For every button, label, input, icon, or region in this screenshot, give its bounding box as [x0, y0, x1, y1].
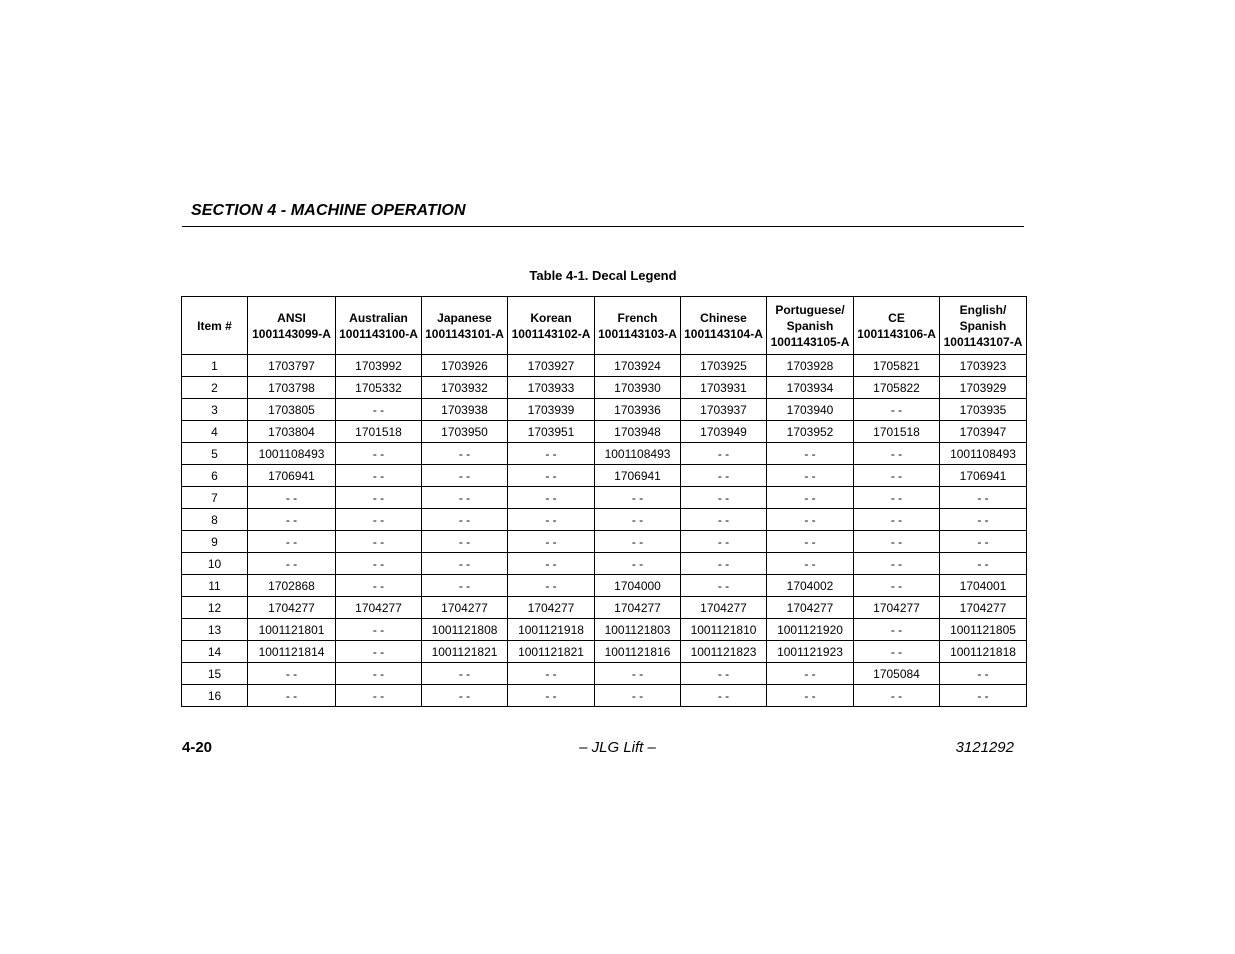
decal-part-cell: - -: [422, 509, 508, 531]
decal-part-cell: - -: [595, 487, 681, 509]
item-number-cell: 8: [182, 509, 248, 531]
table-row: [182, 465, 1027, 487]
decal-part-cell: - -: [681, 575, 767, 597]
decal-part-cell: - -: [336, 553, 422, 575]
decal-part-cell: 1703947: [940, 421, 1027, 443]
decal-part-cell: 1704277: [508, 597, 595, 619]
column-header-line: ANSI: [277, 310, 306, 325]
decal-part-cell: - -: [248, 685, 336, 707]
column-header-line: Item #: [197, 318, 232, 333]
decal-part-cell: - -: [681, 685, 767, 707]
decal-part-cell: - -: [854, 487, 940, 509]
decal-part-cell: - -: [336, 509, 422, 531]
decal-part-cell: 1704000: [595, 575, 681, 597]
decal-part-cell: - -: [767, 465, 854, 487]
decal-part-cell: - -: [681, 531, 767, 553]
decal-part-cell: - -: [854, 399, 940, 421]
decal-part-cell: - -: [595, 509, 681, 531]
decal-part-cell: 1001108493: [248, 443, 336, 465]
decal-part-cell: - -: [940, 531, 1027, 553]
document-number: 3121292: [955, 739, 1014, 756]
decal-part-cell: - -: [681, 443, 767, 465]
column-header-line: 1001143106-A: [857, 326, 936, 341]
item-number-cell: 5: [182, 443, 248, 465]
decal-part-cell: - -: [595, 663, 681, 685]
decal-part-cell: - -: [681, 509, 767, 531]
decal-part-cell: - -: [940, 663, 1027, 685]
item-number-cell: 16: [182, 685, 248, 707]
column-header-line: Japanese: [437, 310, 492, 325]
item-number-cell: 2: [182, 377, 248, 399]
item-number-cell: 13: [182, 619, 248, 641]
decal-part-cell: - -: [854, 641, 940, 663]
table-row: [182, 619, 1027, 641]
table-row: [182, 597, 1027, 619]
decal-part-cell: 1703927: [508, 355, 595, 377]
column-header-line: Australian: [349, 310, 408, 325]
column-header-line: 1001143100-A: [339, 326, 418, 341]
decal-part-cell: - -: [336, 531, 422, 553]
decal-part-cell: 1703939: [508, 399, 595, 421]
decal-part-cell: - -: [336, 399, 422, 421]
column-header: [248, 297, 336, 355]
decal-part-cell: 1001121801: [248, 619, 336, 641]
decal-part-cell: 1703949: [681, 421, 767, 443]
section-title: SECTION 4 - MACHINE OPERATION: [191, 202, 466, 219]
table-row: [182, 663, 1027, 685]
decal-part-cell: - -: [854, 575, 940, 597]
decal-part-cell: - -: [336, 663, 422, 685]
item-number-cell: 4: [182, 421, 248, 443]
decal-part-cell: - -: [854, 509, 940, 531]
table-row: [182, 377, 1027, 399]
column-header: [336, 297, 422, 355]
decal-part-cell: 1703938: [422, 399, 508, 421]
decal-part-cell: - -: [422, 487, 508, 509]
decal-part-cell: 1001108493: [940, 443, 1027, 465]
decal-part-cell: 1704277: [940, 597, 1027, 619]
decal-part-cell: - -: [854, 553, 940, 575]
decal-part-cell: - -: [767, 443, 854, 465]
decal-part-cell: - -: [681, 663, 767, 685]
decal-part-cell: - -: [336, 641, 422, 663]
decal-part-cell: - -: [508, 509, 595, 531]
decal-part-cell: - -: [508, 487, 595, 509]
table-row: [182, 421, 1027, 443]
item-number-cell: 12: [182, 597, 248, 619]
column-header-line: Spanish: [786, 318, 834, 333]
decal-part-cell: - -: [248, 531, 336, 553]
decal-part-cell: 1703924: [595, 355, 681, 377]
decal-part-cell: 1704277: [681, 597, 767, 619]
column-header-line: French: [617, 310, 658, 325]
table-row: [182, 443, 1027, 465]
item-number-cell: 14: [182, 641, 248, 663]
decal-part-cell: 1704277: [336, 597, 422, 619]
decal-part-cell: 1001121814: [248, 641, 336, 663]
decal-part-cell: - -: [508, 575, 595, 597]
decal-part-cell: 1705822: [854, 377, 940, 399]
column-header: [854, 297, 940, 355]
column-header-line: 1001143099-A: [252, 326, 331, 341]
decal-part-cell: 1704002: [767, 575, 854, 597]
column-header: [595, 297, 681, 355]
table-row: [182, 355, 1027, 377]
decal-part-cell: 1703937: [681, 399, 767, 421]
decal-part-cell: 1703934: [767, 377, 854, 399]
table-row: [182, 641, 1027, 663]
decal-part-cell: - -: [854, 443, 940, 465]
decal-part-cell: 1001121810: [681, 619, 767, 641]
decal-part-cell: - -: [940, 685, 1027, 707]
decal-part-cell: 1001121808: [422, 619, 508, 641]
decal-part-cell: 1704277: [767, 597, 854, 619]
table-row: [182, 399, 1027, 421]
decal-part-cell: 1001121821: [422, 641, 508, 663]
decal-part-cell: - -: [248, 663, 336, 685]
decal-part-cell: - -: [767, 531, 854, 553]
column-header: [422, 297, 508, 355]
table-row: [182, 685, 1027, 707]
decal-part-cell: 1703804: [248, 421, 336, 443]
decal-part-cell: 1703798: [248, 377, 336, 399]
table-row: [182, 487, 1027, 509]
decal-part-cell: 1703935: [940, 399, 1027, 421]
decal-part-cell: 1705084: [854, 663, 940, 685]
decal-part-cell: 1704277: [248, 597, 336, 619]
decal-part-cell: 1703930: [595, 377, 681, 399]
column-header: [767, 297, 854, 355]
decal-part-cell: 1704277: [595, 597, 681, 619]
item-number-cell: 9: [182, 531, 248, 553]
decal-part-cell: - -: [336, 575, 422, 597]
decal-part-cell: - -: [940, 553, 1027, 575]
decal-part-cell: - -: [767, 487, 854, 509]
decal-part-cell: 1706941: [248, 465, 336, 487]
decal-part-cell: - -: [681, 465, 767, 487]
decal-part-cell: 1703933: [508, 377, 595, 399]
decal-part-cell: - -: [854, 465, 940, 487]
decal-part-cell: - -: [248, 487, 336, 509]
decal-part-cell: - -: [854, 531, 940, 553]
column-header-line: Korean: [530, 310, 572, 325]
decal-part-cell: - -: [422, 685, 508, 707]
decal-part-cell: - -: [681, 553, 767, 575]
decal-part-cell: 1001121818: [940, 641, 1027, 663]
column-header-line: 1001143102-A: [511, 326, 591, 341]
table-row: [182, 509, 1027, 531]
table-row: [182, 575, 1027, 597]
decal-part-cell: - -: [336, 487, 422, 509]
decal-part-cell: - -: [508, 443, 595, 465]
decal-part-cell: 1705332: [336, 377, 422, 399]
decal-part-cell: - -: [767, 509, 854, 531]
column-header-line: 1001143103-A: [598, 326, 677, 341]
decal-part-cell: - -: [508, 663, 595, 685]
decal-part-cell: - -: [422, 575, 508, 597]
decal-part-cell: 1001121805: [940, 619, 1027, 641]
column-header-line: Chinese: [700, 310, 747, 325]
column-header-line: Spanish: [959, 318, 1007, 333]
decal-part-cell: - -: [336, 443, 422, 465]
section-divider: [182, 226, 1024, 227]
decal-part-cell: 1704277: [422, 597, 508, 619]
item-number-cell: 3: [182, 399, 248, 421]
table-body: [182, 355, 1027, 707]
decal-part-cell: 1703992: [336, 355, 422, 377]
decal-part-cell: 1703948: [595, 421, 681, 443]
decal-part-cell: - -: [681, 487, 767, 509]
column-header: [182, 297, 248, 355]
decal-part-cell: 1703951: [508, 421, 595, 443]
decal-part-cell: 1705821: [854, 355, 940, 377]
decal-part-cell: - -: [248, 553, 336, 575]
item-number-cell: 15: [182, 663, 248, 685]
decal-part-cell: - -: [595, 531, 681, 553]
decal-part-cell: - -: [422, 663, 508, 685]
decal-part-cell: 1704277: [854, 597, 940, 619]
column-header-line: CE: [888, 310, 905, 325]
decal-part-cell: 1001121918: [508, 619, 595, 641]
decal-part-cell: 1706941: [940, 465, 1027, 487]
footer-title: – JLG Lift –: [579, 739, 656, 756]
decal-part-cell: 1703952: [767, 421, 854, 443]
decal-part-cell: - -: [854, 619, 940, 641]
decal-part-cell: 1703936: [595, 399, 681, 421]
decal-part-cell: 1706941: [595, 465, 681, 487]
column-header-line: 1001143107-A: [943, 334, 1023, 349]
decal-part-cell: 1701518: [854, 421, 940, 443]
decal-part-cell: - -: [854, 685, 940, 707]
decal-part-cell: - -: [767, 553, 854, 575]
decal-part-cell: - -: [422, 531, 508, 553]
column-header: [681, 297, 767, 355]
decal-part-cell: 1701518: [336, 421, 422, 443]
decal-part-cell: - -: [422, 465, 508, 487]
decal-part-cell: - -: [336, 465, 422, 487]
decal-part-cell: 1704001: [940, 575, 1027, 597]
decal-part-cell: 1703923: [940, 355, 1027, 377]
decal-part-cell: 1703805: [248, 399, 336, 421]
decal-part-cell: 1001121821: [508, 641, 595, 663]
decal-part-cell: - -: [422, 553, 508, 575]
item-number-cell: 6: [182, 465, 248, 487]
decal-part-cell: - -: [767, 663, 854, 685]
decal-part-cell: - -: [508, 685, 595, 707]
table-header-row: [182, 297, 1027, 355]
table-title: Table 4-1. Decal Legend: [529, 268, 677, 283]
page-number: 4-20: [182, 739, 213, 756]
column-header-line: Portuguese/: [775, 302, 845, 317]
table-row: [182, 531, 1027, 553]
decal-part-cell: 1702868: [248, 575, 336, 597]
decal-part-cell: - -: [767, 685, 854, 707]
column-header-line: 1001143105-A: [770, 334, 850, 349]
decal-part-cell: - -: [940, 509, 1027, 531]
decal-part-cell: 1703928: [767, 355, 854, 377]
column-header-line: English/: [959, 302, 1007, 317]
decal-part-cell: 1001121803: [595, 619, 681, 641]
decal-legend-table: [181, 296, 1027, 707]
decal-part-cell: - -: [336, 685, 422, 707]
decal-part-cell: 1001121816: [595, 641, 681, 663]
item-number-cell: 11: [182, 575, 248, 597]
column-header: [508, 297, 595, 355]
decal-part-cell: 1001121920: [767, 619, 854, 641]
decal-part-cell: - -: [422, 443, 508, 465]
decal-part-cell: 1703929: [940, 377, 1027, 399]
table-row: [182, 553, 1027, 575]
decal-part-cell: 1703931: [681, 377, 767, 399]
decal-part-cell: 1703932: [422, 377, 508, 399]
decal-part-cell: - -: [595, 685, 681, 707]
column-header-line: 1001143104-A: [684, 326, 763, 341]
decal-part-cell: 1703940: [767, 399, 854, 421]
decal-part-cell: - -: [508, 465, 595, 487]
item-number-cell: 7: [182, 487, 248, 509]
decal-part-cell: 1703925: [681, 355, 767, 377]
item-number-cell: 1: [182, 355, 248, 377]
item-number-cell: 10: [182, 553, 248, 575]
decal-part-cell: - -: [248, 509, 336, 531]
decal-part-cell: 1703797: [248, 355, 336, 377]
column-header-line: 1001143101-A: [425, 326, 504, 341]
decal-part-cell: 1703926: [422, 355, 508, 377]
decal-part-cell: - -: [940, 487, 1027, 509]
decal-part-cell: 1703950: [422, 421, 508, 443]
column-header: [940, 297, 1027, 355]
decal-part-cell: 1001121923: [767, 641, 854, 663]
decal-part-cell: - -: [508, 531, 595, 553]
decal-part-cell: - -: [336, 619, 422, 641]
decal-part-cell: 1001108493: [595, 443, 681, 465]
decal-part-cell: - -: [595, 553, 681, 575]
decal-part-cell: 1001121823: [681, 641, 767, 663]
decal-part-cell: - -: [508, 553, 595, 575]
